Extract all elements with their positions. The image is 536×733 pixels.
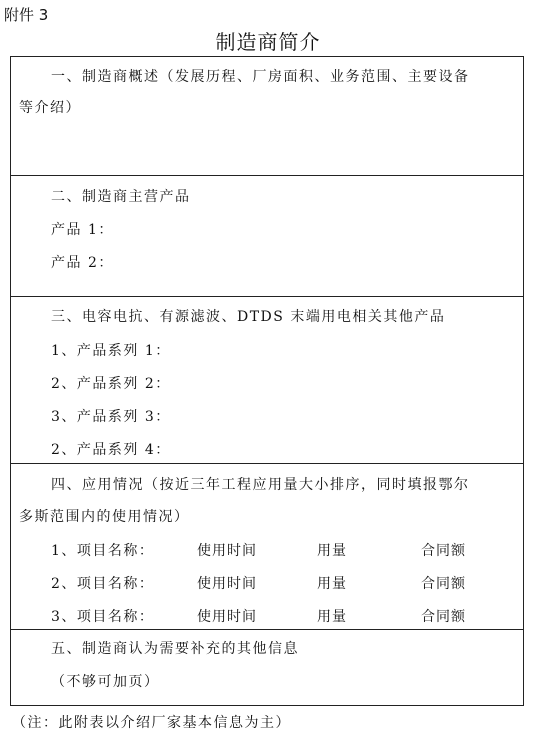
usage-time-label: 使用时间 (197, 576, 257, 592)
contract-amount-label: 合同额 (421, 543, 466, 559)
project-row (51, 606, 511, 626)
project-name-label: 2、项目名称： (51, 576, 155, 592)
product-series-4-label: 2、产品系列 4： (51, 442, 171, 458)
contract-amount-label: 合同额 (421, 576, 466, 592)
project-name-label: 1、项目名称： (51, 543, 155, 559)
product-2-label: 产品 2： (51, 255, 114, 271)
attachment-label: 附件 3 (4, 6, 49, 24)
section-main-products-heading: 二、制造商主营产品 (51, 189, 191, 205)
project-row (51, 573, 511, 593)
section-application[interactable] (11, 464, 523, 630)
section-main-products[interactable] (11, 176, 523, 297)
section-overview-heading: 一、制造商概述（发展历程、厂房面积、业务范围、主要设备 (51, 69, 470, 85)
product-series-1-label: 1、产品系列 1： (51, 343, 171, 359)
usage-time-label: 使用时间 (197, 543, 257, 559)
product-1-label: 产品 1： (51, 222, 114, 238)
quantity-label: 用量 (317, 609, 347, 625)
usage-time-label: 使用时间 (197, 609, 257, 625)
product-series-3-label: 3、产品系列 3： (51, 409, 171, 425)
section-related-products-heading: 三、电容电抗、有源滤波、DTDS 末端用电相关其他产品 (51, 309, 446, 325)
quantity-label: 用量 (317, 543, 347, 559)
project-row (51, 540, 511, 560)
section-related-products[interactable] (11, 297, 523, 464)
section-additional-info[interactable] (11, 630, 523, 705)
section-application-heading: 四、应用情况（按近三年工程应用量大小排序，同时填报鄂尔 (51, 477, 470, 493)
add-page-note: （不够可加页） (51, 674, 160, 690)
manufacturer-form (10, 56, 524, 706)
section-additional-info-heading: 五、制造商认为需要补充的其他信息 (51, 641, 299, 657)
quantity-label: 用量 (317, 576, 347, 592)
page-title: 制造商简介 (215, 30, 321, 54)
section-application-heading-cont: 多斯范围内的使用情况） (19, 509, 190, 525)
product-series-2-label: 2、产品系列 2： (51, 376, 171, 392)
footnote: （注：此附表以介绍厂家基本信息为主） (12, 715, 291, 731)
section-overview-heading-cont: 等介绍） (19, 100, 81, 116)
contract-amount-label: 合同额 (421, 609, 466, 625)
section-overview[interactable] (11, 57, 523, 176)
project-name-label: 3、项目名称： (51, 609, 155, 625)
